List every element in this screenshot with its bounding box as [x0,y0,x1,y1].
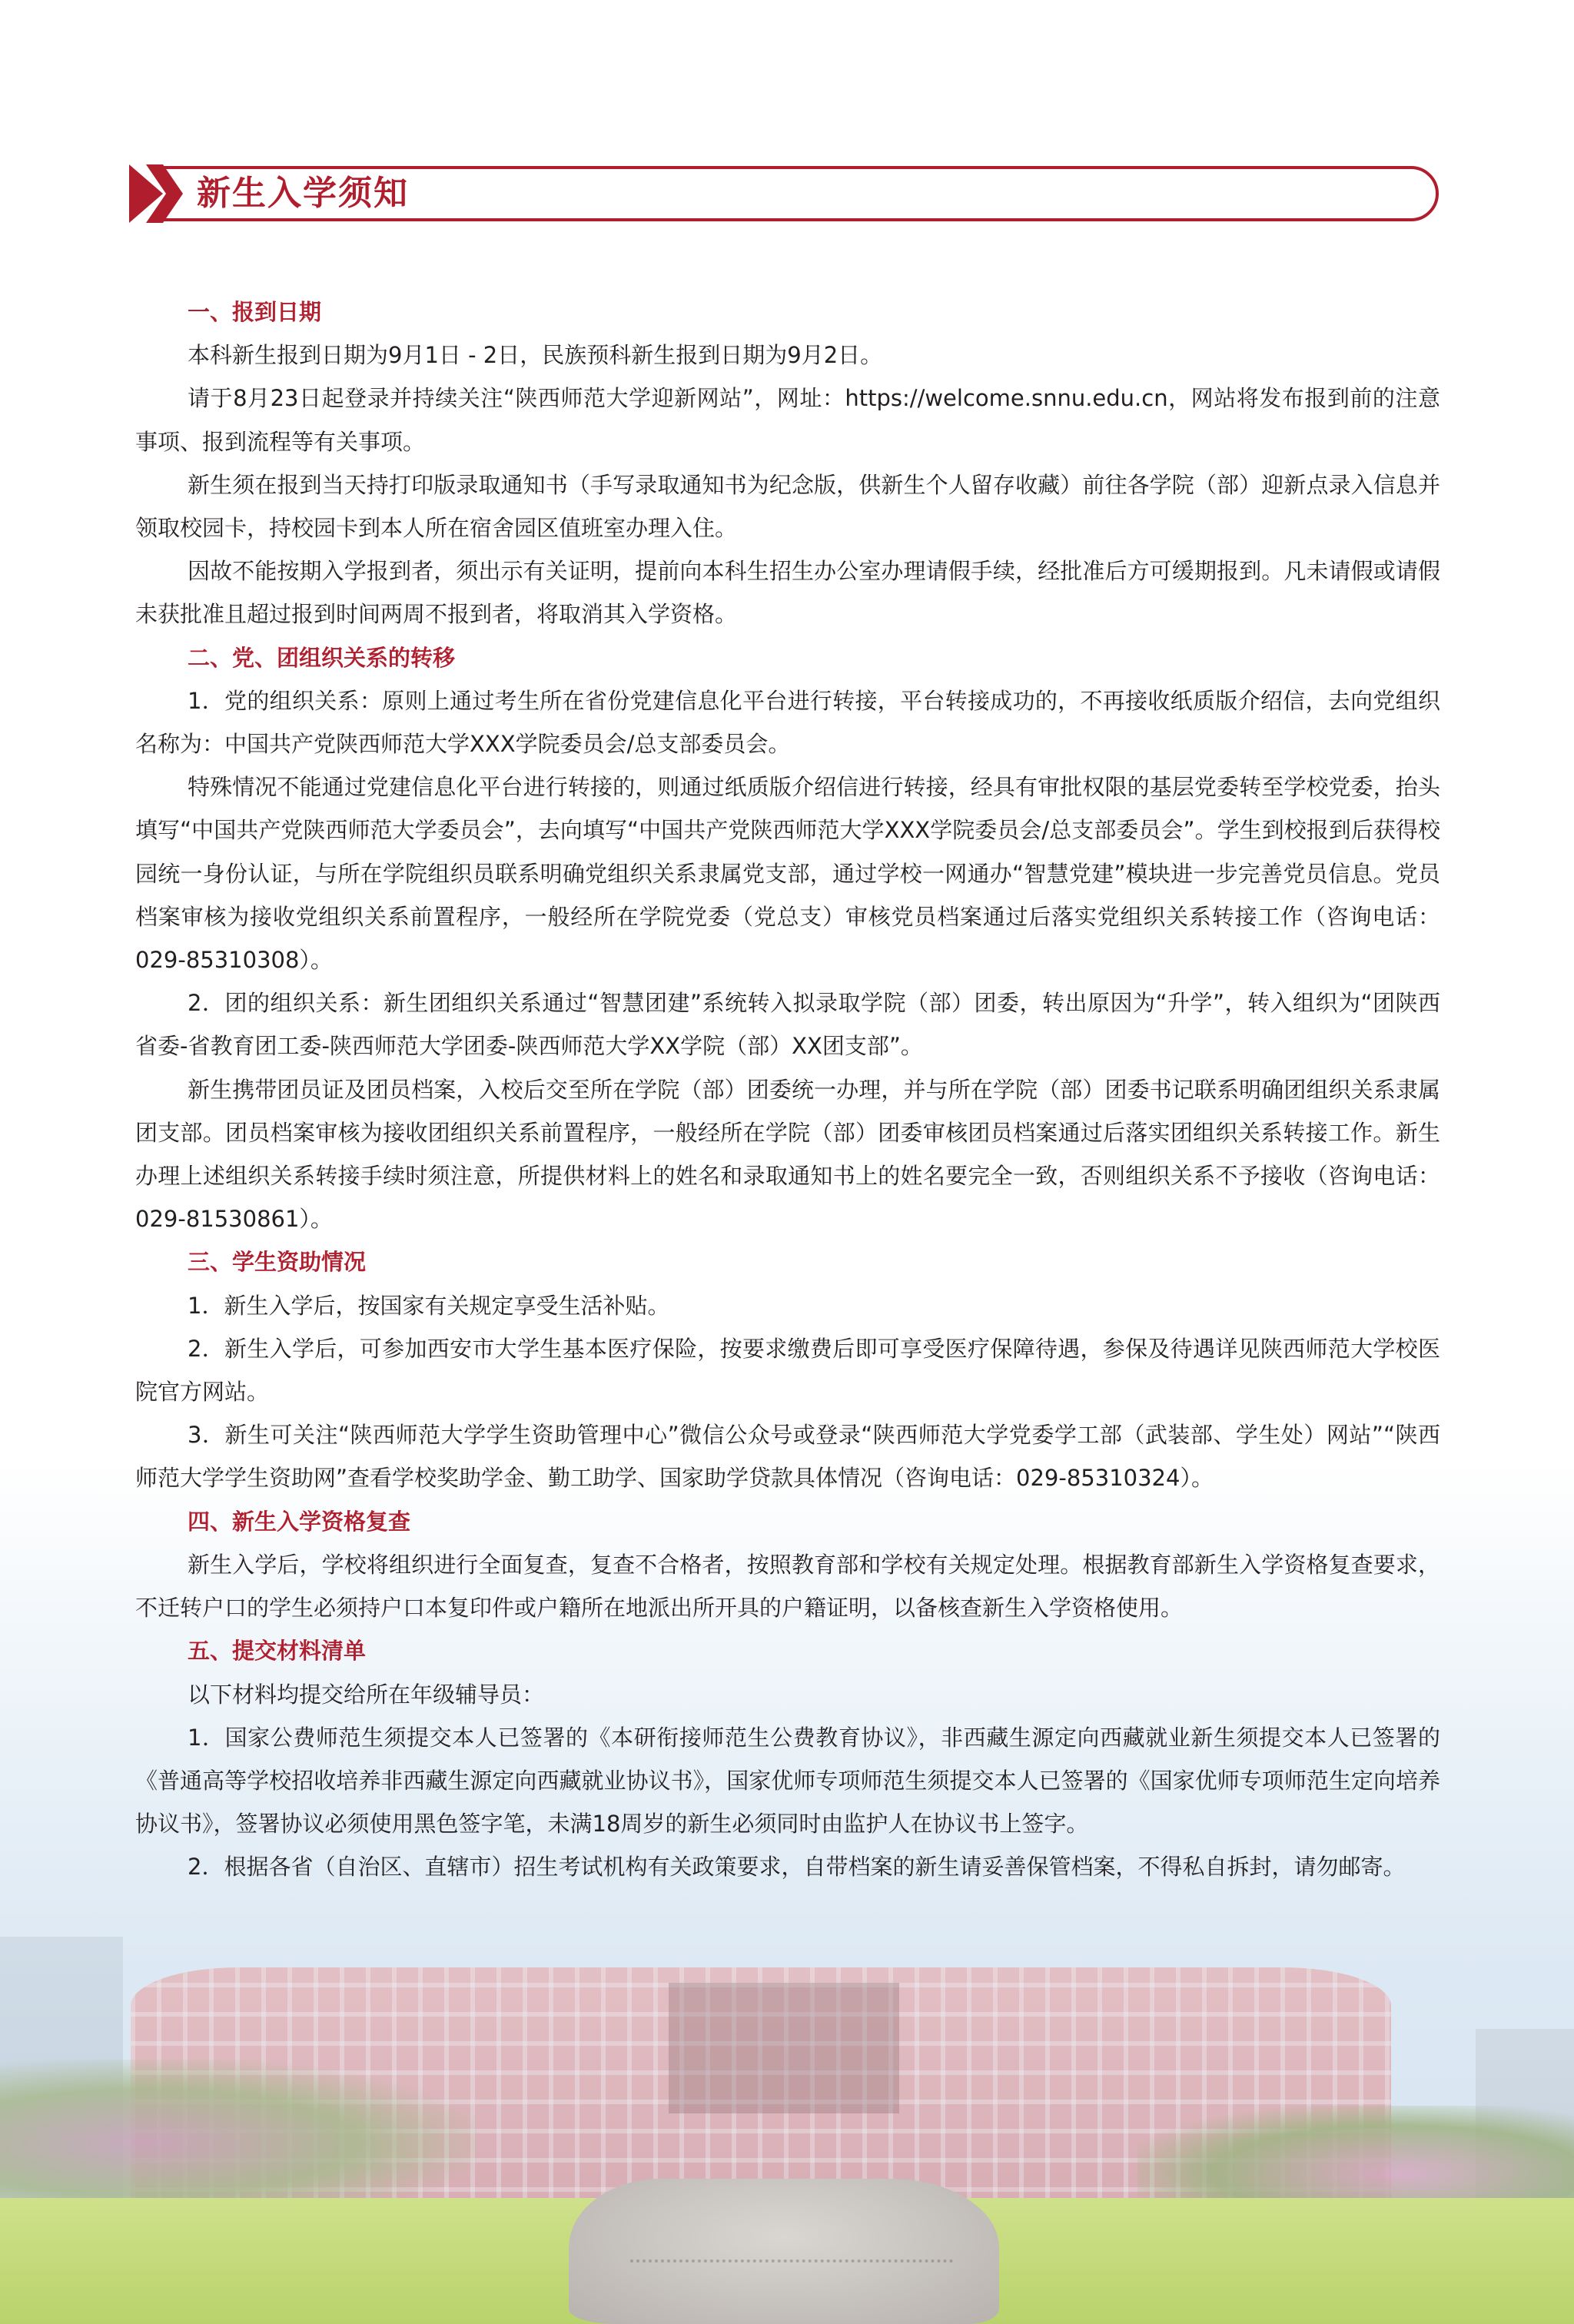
paragraph: 新生须在报到当天持打印版录取通知书（手写录取通知书为纪念版，供新生个人留存收藏）前往各学院（部）迎新点录入信息并领取校园卡，持校园卡到本人所在宿舍园区值班室办理入住。 [135,471,1440,542]
paragraph: 2．根据各省（自治区、直辖市）招生考试机构有关政策要求，自带档案的新生请妥善保管档案，不得私自拆封，请勿邮寄。 [188,1854,1406,1881]
section-heading-materials-list: 五、提交材料清单 [188,1638,367,1665]
section-heading-financial-aid: 三、学生资助情况 [188,1249,367,1276]
paragraph: 1．党的组织关系：原则上通过考生所在省份党建信息化平台进行转接，平台转接成功的，不再接收纸质版介绍信，去向党组织名称为：中国共产党陕西师范大学XXX学院委员会/总支部委员会。 [135,687,1440,758]
section-heading-organization-transfer: 二、党、团组织关系的转移 [188,644,456,671]
stone-inscription [630,2229,953,2263]
paragraph: 2．团的组织关系：新生团组织关系通过“智慧团建”系统转入拟录取学院（部）团委，转出原因为“升学”，转入组织为“团陕西省委-省教育团工委-陕西师范大学团委-陕西师范大学XX学院（部）XX团支部”。 [135,990,1440,1060]
background-trees-left [0,2060,477,2198]
section-heading-eligibility-review: 四、新生入学资格复查 [188,1508,411,1535]
page-title: 新生入学须知 [197,174,409,213]
paragraph: 请于8月23日起登录并持续关注“陕西师范大学迎新网站”，网址：https://welcome.snnu.edu.cn，网站将发布报到前的注意事项、报到流程等有关事项。 [135,385,1440,455]
paragraph: 新生入学后，学校将组织进行全面复查，复查不合格者，按照教育部和学校有关规定处理。根据教育部新生入学资格复查要求，不迁转户口的学生必须持户口本复印件或户籍所在地派出所开具的户籍证明，以备核查新生入学资格使用。 [135,1551,1440,1622]
paragraph: 2．新生入学后，可参加西安市大学生基本医疗保险，按要求缴费后即可享受医疗保障待遇，参保及待遇详见陕西师范大学校医院官方网站。 [135,1335,1440,1406]
paragraph: 新生携带团员证及团员档案，入校后交至所在学院（部）团委统一办理，并与所在学院（部）团委书记联系明确团组织关系隶属团支部。团员档案审核为接收团组织关系前置程序，一般经所在学院（部）团委审核团员档案通过后落实团组织关系转接工作。新生办理上述组织关系转接手续时须注意，所提供材料上的姓名和录取通知书上的姓名要完全一致，否则组织关系不予接收（咨询电话：029-81530861）。 [135,1076,1440,1233]
background-building-screen [669,1983,899,2113]
paragraph: 特殊情况不能通过党建信息化平台进行转接的，则通过纸质版介绍信进行转接，经具有审批权限的基层党委转至学校党委，抬头填写“中国共产党陕西师范大学委员会”，去向填写“中国共产党陕西师范大学XXX学院委员会/总支部委员会”。学生到校报到后获得校园统一身份认证，与所在学院组织员联系明确党组织关系隶属党支部，通过学校一网通办“智慧党建”模块进一步完善党员信息。党员档案审核为接收党组织关系前置程序，一般经所在学院党委（党总支）审核党员档案通过后落实党组织关系转接工作（咨询电话：029-85310308）。 [135,774,1440,974]
title-banner [129,163,1442,224]
paragraph: 以下材料均提交给所在年级辅导员： [188,1681,545,1708]
paragraph: 因故不能按期入学报到者，须出示有关证明，提前向本科生招生办公室办理请假手续，经批准后方可缓期报到。凡未请假或请假未获批准且超过报到时间两周不报到者，将取消其入学资格。 [135,558,1440,628]
notice-body [135,290,1440,1889]
paragraph: 3．新生可关注“陕西师范大学学生资助管理中心”微信公众号或登录“陕西师范大学党委学工部（武装部、学生处）网站”“陕西师范大学学生资助网”查看学校奖助学金、勤工助学、国家助学贷款具体情况（咨询电话：029-85310324）。 [135,1422,1440,1492]
paragraph: 1．新生入学后，按国家有关规定享受生活补贴。 [188,1292,670,1319]
section-heading-registration: 一、报到日期 [188,299,322,325]
paragraph: 本科新生报到日期为9月1日 - 2日，民族预科新生报到日期为9月2日。 [188,342,883,369]
paragraph: 1．国家公费师范生须提交本人已签署的《本研衔接师范生公费教育协议》，非西藏生源定向西藏就业新生须提交本人已签署的《普通高等学校招收培养非西藏生源定向西藏就业协议书》，国家优师专项师范生须提交本人已签署的《国家优师专项师范生定向培养协议书》，签署协议必须使用黑色签字笔，未满18周岁的新生必须同时由监护人在协议书上签字。 [135,1724,1440,1838]
